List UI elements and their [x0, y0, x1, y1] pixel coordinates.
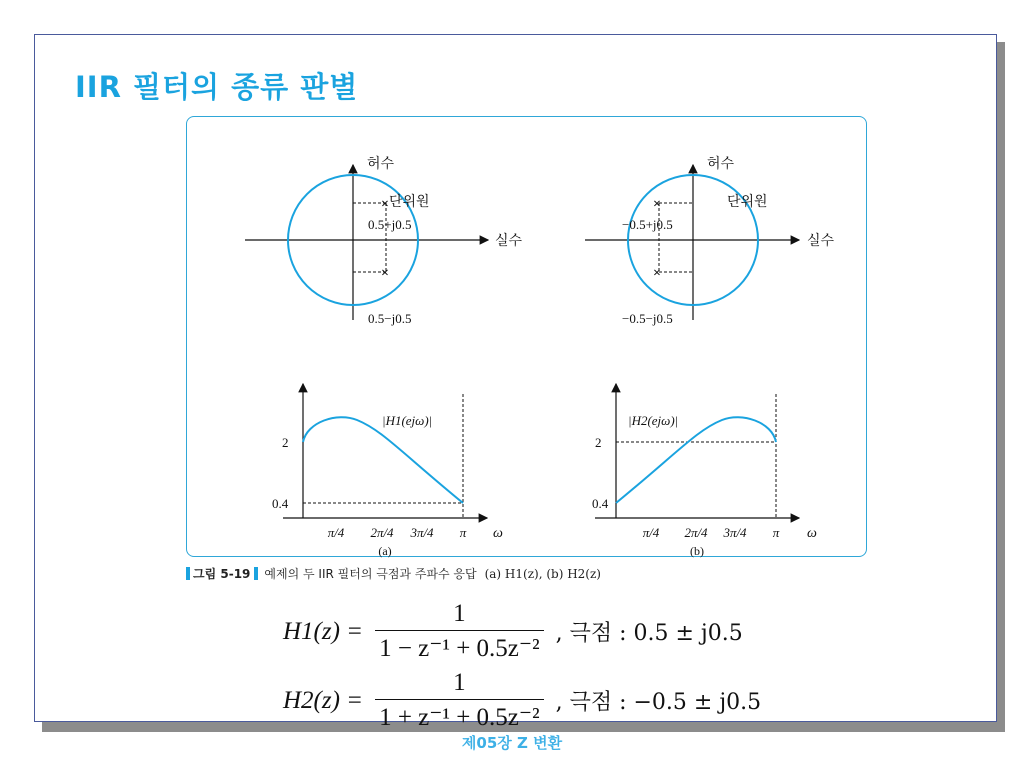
pole-lower-label: −0.5−j0.5 — [622, 311, 673, 326]
caption-sublabel: (a) H1(z), (b) H2(z) — [484, 567, 601, 581]
x-tick: π/4 — [327, 525, 345, 540]
panel-label-b: (b) — [690, 544, 704, 558]
equation-numerator: 1 — [453, 669, 466, 696]
pole-plot-a — [245, 155, 523, 326]
pole-x-marker: × — [653, 197, 661, 212]
pole-x-marker: × — [381, 266, 389, 281]
x-tick: π — [459, 525, 467, 540]
figure-caption — [186, 565, 601, 582]
y-tick-low: 0.4 — [272, 496, 289, 511]
caption-bar — [254, 567, 258, 580]
equation-lhs: H2(z) = — [283, 686, 364, 714]
equation-denominator: 1 − z⁻¹ + 0.5z⁻² — [375, 630, 544, 663]
equation-poles: , 극점 : 0.5 ± j0.5 — [555, 621, 743, 646]
unit-circle-label: 단위원 — [727, 195, 768, 210]
pole-upper-label: −0.5+j0.5 — [622, 217, 673, 232]
equation-lhs: H1(z) = — [283, 617, 364, 645]
unit-circle-label: 단위원 — [389, 195, 430, 210]
pole-x-marker: × — [381, 197, 389, 212]
imag-axis-label: 허수 — [367, 157, 395, 172]
equation-denominator: 1 + z⁻¹ + 0.5z⁻² — [375, 699, 544, 732]
response-curve-b — [616, 417, 776, 503]
pole-x-marker: × — [653, 266, 661, 281]
caption-bar — [186, 567, 190, 580]
response-curve-a — [303, 417, 463, 503]
x-tick: 2π/4 — [684, 525, 708, 540]
caption-number: 그림 5-19 — [193, 567, 251, 581]
equation-h2 — [283, 669, 761, 732]
equation-fraction — [375, 669, 544, 732]
x-tick: 2π/4 — [370, 525, 394, 540]
curve-label-a: |H1(ejω)| — [382, 413, 433, 428]
equation-h1 — [283, 600, 743, 663]
y-tick-high: 2 — [282, 435, 289, 450]
caption-text: 예제의 두 IIR 필터의 극점과 주파수 응답 — [264, 567, 477, 581]
curve-label-b: |H2(ejω)| — [628, 413, 679, 428]
real-axis-label: 실수 — [807, 234, 835, 249]
panel-label-a: (a) — [378, 544, 392, 558]
x-tick: 3π/4 — [723, 525, 747, 540]
slide — [34, 34, 997, 731]
equation-numerator: 1 — [453, 600, 466, 627]
x-tick: 3π/4 — [410, 525, 434, 540]
equation-fraction — [375, 600, 544, 663]
response-plot-b — [592, 384, 817, 558]
slide-footer: 제05장 Z 변환 — [461, 734, 563, 752]
x-tick: π — [772, 525, 780, 540]
figure-panel — [186, 116, 867, 557]
pole-lower-label: 0.5−j0.5 — [368, 311, 412, 326]
y-tick-high: 2 — [595, 435, 602, 450]
figure-graphic — [187, 117, 868, 558]
pole-upper-label: 0.5+j0.5 — [368, 217, 412, 232]
x-axis-label: ω — [493, 526, 503, 541]
x-axis-label: ω — [807, 526, 817, 541]
real-axis-label: 실수 — [495, 234, 523, 249]
imag-axis-label: 허수 — [707, 157, 735, 172]
pole-plot-b — [585, 155, 835, 326]
x-tick: π/4 — [642, 525, 660, 540]
y-tick-low: 0.4 — [592, 496, 609, 511]
slide-title: IIR 필터의 종류 판별 — [75, 70, 359, 104]
equation-poles: , 극점 : −0.5 ± j0.5 — [555, 690, 762, 715]
response-plot-a — [272, 384, 503, 558]
